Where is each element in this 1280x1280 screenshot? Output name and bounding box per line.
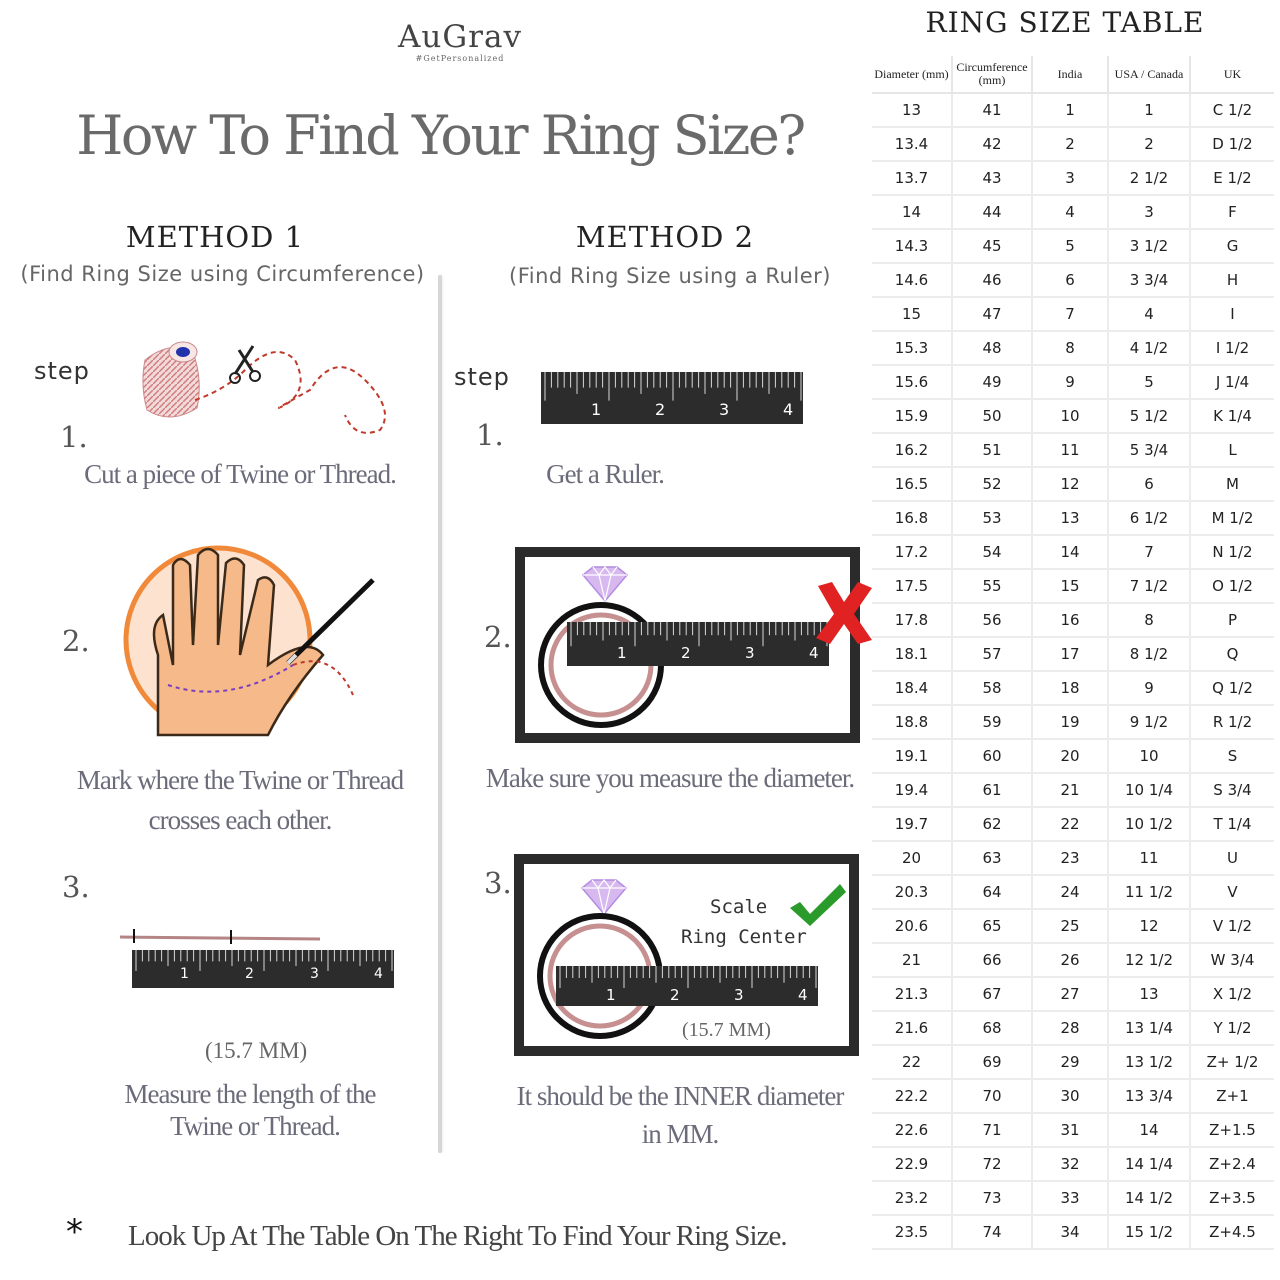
cell-circumference: 55 xyxy=(952,569,1032,603)
cell-india: 32 xyxy=(1032,1147,1108,1181)
table-row xyxy=(872,1011,1274,1045)
cell-uk: F xyxy=(1190,195,1274,229)
cell-india: 33 xyxy=(1032,1181,1108,1215)
method2-step3-text-line1: It should be the INNER diameter xyxy=(516,1081,844,1111)
cell-diameter: 22.6 xyxy=(872,1113,952,1147)
cell-usa-canada: 14 1/2 xyxy=(1108,1181,1190,1215)
cell-india: 34 xyxy=(1032,1215,1108,1249)
cell-usa-canada: 3 1/2 xyxy=(1108,229,1190,263)
cell-circumference: 64 xyxy=(952,875,1032,909)
cell-usa-canada: 14 xyxy=(1108,1113,1190,1147)
cell-uk: J 1/4 xyxy=(1190,365,1274,399)
ruler-number-4: 4 xyxy=(374,966,383,982)
cell-india: 13 xyxy=(1032,501,1108,535)
cell-circumference: 54 xyxy=(952,535,1032,569)
cell-india: 14 xyxy=(1032,535,1108,569)
method2-step2-number: 2. xyxy=(484,620,512,654)
ruler-ticks xyxy=(556,966,818,1006)
cell-usa-canada: 7 1/2 xyxy=(1108,569,1190,603)
cell-diameter: 18.8 xyxy=(872,705,952,739)
table-row xyxy=(872,807,1274,841)
method1-step3-number: 3. xyxy=(62,870,90,904)
cell-circumference: 46 xyxy=(952,263,1032,297)
cell-usa-canada: 15 1/2 xyxy=(1108,1215,1190,1249)
header-uk: UK xyxy=(1190,56,1274,93)
method1-step1-number: 1. xyxy=(60,420,88,454)
cell-usa-canada: 8 1/2 xyxy=(1108,637,1190,671)
header-circumference: Circumference (mm) xyxy=(952,56,1032,93)
header-usa-canada: USA / Canada xyxy=(1108,56,1190,93)
cell-usa-canada: 4 1/2 xyxy=(1108,331,1190,365)
cell-india: 29 xyxy=(1032,1045,1108,1079)
table-row xyxy=(872,501,1274,535)
table-row xyxy=(872,841,1274,875)
ruler-number-1: 1 xyxy=(591,400,602,419)
cell-circumference: 42 xyxy=(952,127,1032,161)
cell-usa-canada: 5 xyxy=(1108,365,1190,399)
brand-tagline: #GetPersonalized xyxy=(415,54,505,63)
method1-step2-text-line2: crosses each other. xyxy=(148,805,332,835)
thread-spool-icon xyxy=(135,330,405,440)
cell-india: 15 xyxy=(1032,569,1108,603)
method1-title: METHOD 1 xyxy=(125,220,305,254)
cell-circumference: 52 xyxy=(952,467,1032,501)
cell-usa-canada: 13 xyxy=(1108,977,1190,1011)
cell-circumference: 51 xyxy=(952,433,1032,467)
method1-measurement: (15.7 MM) xyxy=(205,1038,308,1063)
table-row xyxy=(872,1045,1274,1079)
cell-uk: W 3/4 xyxy=(1190,943,1274,977)
cell-diameter: 19.1 xyxy=(872,739,952,773)
cell-uk: Z+4.5 xyxy=(1190,1215,1274,1249)
cell-uk: H xyxy=(1190,263,1274,297)
cell-circumference: 69 xyxy=(952,1045,1032,1079)
ruler-number-3: 3 xyxy=(745,644,755,662)
cell-uk: N 1/2 xyxy=(1190,535,1274,569)
cell-usa-canada: 2 xyxy=(1108,127,1190,161)
cell-diameter: 19.4 xyxy=(872,773,952,807)
cell-diameter: 17.8 xyxy=(872,603,952,637)
table-row xyxy=(872,739,1274,773)
cell-circumference: 43 xyxy=(952,161,1032,195)
table-row xyxy=(872,671,1274,705)
cell-uk: S 3/4 xyxy=(1190,773,1274,807)
cell-usa-canada: 8 xyxy=(1108,603,1190,637)
method1-step-label: step xyxy=(34,357,90,385)
cell-diameter: 14.6 xyxy=(872,263,952,297)
ruler-number-2: 2 xyxy=(245,966,254,982)
cell-india: 3 xyxy=(1032,161,1108,195)
table-row xyxy=(872,399,1274,433)
cell-india: 19 xyxy=(1032,705,1108,739)
brand-name: AuGrav xyxy=(398,19,522,55)
table-header-row xyxy=(872,56,1274,93)
cell-india: 10 xyxy=(1032,399,1108,433)
table-row xyxy=(872,535,1274,569)
table-row xyxy=(872,1147,1274,1181)
cell-uk: G xyxy=(1190,229,1274,263)
cell-uk: Z+3.5 xyxy=(1190,1181,1274,1215)
footnote-text: Look Up At The Table On The Right To Find Your Ring Size. xyxy=(128,1220,787,1252)
method1-step3-text-line2: Twine or Thread. xyxy=(170,1111,340,1141)
cell-usa-canada: 14 1/4 xyxy=(1108,1147,1190,1181)
cell-india: 31 xyxy=(1032,1113,1108,1147)
cell-circumference: 58 xyxy=(952,671,1032,705)
cell-uk: L xyxy=(1190,433,1274,467)
hand-icon xyxy=(118,545,388,745)
cell-uk: Z+1 xyxy=(1190,1079,1274,1113)
cell-diameter: 15.3 xyxy=(872,331,952,365)
method2-subtitle: (Find Ring Size using a Ruler) xyxy=(509,264,831,288)
cell-circumference: 57 xyxy=(952,637,1032,671)
cell-uk: K 1/4 xyxy=(1190,399,1274,433)
cell-diameter: 22.2 xyxy=(872,1079,952,1113)
cell-diameter: 14 xyxy=(872,195,952,229)
cell-uk: Q xyxy=(1190,637,1274,671)
cell-usa-canada: 13 3/4 xyxy=(1108,1079,1190,1113)
table-row xyxy=(872,637,1274,671)
cell-circumference: 48 xyxy=(952,331,1032,365)
cell-usa-canada: 12 xyxy=(1108,909,1190,943)
table-row xyxy=(872,1079,1274,1113)
table-row xyxy=(872,773,1274,807)
cell-circumference: 49 xyxy=(952,365,1032,399)
cell-diameter: 15.9 xyxy=(872,399,952,433)
cell-circumference: 65 xyxy=(952,909,1032,943)
ruler-icon xyxy=(132,950,394,988)
cell-india: 30 xyxy=(1032,1079,1108,1113)
cell-usa-canada: 1 xyxy=(1108,93,1190,127)
measured-twine xyxy=(118,926,328,946)
cell-india: 17 xyxy=(1032,637,1108,671)
cell-india: 18 xyxy=(1032,671,1108,705)
cell-uk: E 1/2 xyxy=(1190,161,1274,195)
method1-step3-text-line1: Measure the length of the xyxy=(124,1079,376,1109)
cell-india: 6 xyxy=(1032,263,1108,297)
cell-uk: R 1/2 xyxy=(1190,705,1274,739)
ruler-number-2: 2 xyxy=(681,644,691,662)
cell-diameter: 20.3 xyxy=(872,875,952,909)
cell-circumference: 60 xyxy=(952,739,1032,773)
table-row xyxy=(872,603,1274,637)
method2-title: METHOD 2 xyxy=(575,220,755,254)
cell-usa-canada: 3 3/4 xyxy=(1108,263,1190,297)
cell-diameter: 17.2 xyxy=(872,535,952,569)
cell-india: 25 xyxy=(1032,909,1108,943)
cell-india: 23 xyxy=(1032,841,1108,875)
method1-step2-number: 2. xyxy=(62,624,90,658)
diameter-wrong-frame xyxy=(515,547,860,743)
table-row xyxy=(872,433,1274,467)
cell-india: 7 xyxy=(1032,297,1108,331)
cell-india: 11 xyxy=(1032,433,1108,467)
cell-india: 1 xyxy=(1032,93,1108,127)
table-title: RING SIZE TABLE xyxy=(925,6,1205,39)
wrong-x-icon xyxy=(814,580,874,646)
cell-diameter: 16.5 xyxy=(872,467,952,501)
cell-india: 22 xyxy=(1032,807,1108,841)
cell-circumference: 68 xyxy=(952,1011,1032,1045)
table-row xyxy=(872,93,1274,127)
cell-circumference: 41 xyxy=(952,93,1032,127)
cell-uk: C 1/2 xyxy=(1190,93,1274,127)
method2-step1-text: Get a Ruler. xyxy=(546,459,664,489)
cell-uk: I xyxy=(1190,297,1274,331)
ruler-ticks xyxy=(132,950,394,988)
cell-usa-canada: 9 1/2 xyxy=(1108,705,1190,739)
ruler-number-3: 3 xyxy=(719,400,730,419)
cell-usa-canada: 10 1/2 xyxy=(1108,807,1190,841)
ruler-number-3: 3 xyxy=(734,986,744,1004)
cell-uk: Z+ 1/2 xyxy=(1190,1045,1274,1079)
cell-circumference: 73 xyxy=(952,1181,1032,1215)
cell-uk: Z+2.4 xyxy=(1190,1147,1274,1181)
cell-usa-canada: 12 1/2 xyxy=(1108,943,1190,977)
cell-uk: X 1/2 xyxy=(1190,977,1274,1011)
table-row xyxy=(872,365,1274,399)
cell-india: 27 xyxy=(1032,977,1108,1011)
table-row xyxy=(872,1215,1274,1249)
ruler-ticks xyxy=(567,622,829,666)
table-body xyxy=(872,93,1274,1249)
table-row xyxy=(872,705,1274,739)
cell-usa-canada: 2 1/2 xyxy=(1108,161,1190,195)
method1-step1-text: Cut a piece of Twine or Thread. xyxy=(84,459,396,489)
cell-india: 24 xyxy=(1032,875,1108,909)
ruler-number-4: 4 xyxy=(783,400,794,419)
ruler-number-1: 1 xyxy=(180,966,189,982)
cell-usa-canada: 5 3/4 xyxy=(1108,433,1190,467)
ring-center-label: Ring Center xyxy=(681,926,807,948)
ruler-number-4: 4 xyxy=(809,644,819,662)
cell-circumference: 53 xyxy=(952,501,1032,535)
ruler-icon xyxy=(567,622,829,666)
cell-usa-canada: 11 1/2 xyxy=(1108,875,1190,909)
cell-usa-canada: 3 xyxy=(1108,195,1190,229)
cell-india: 12 xyxy=(1032,467,1108,501)
table-row xyxy=(872,875,1274,909)
cell-circumference: 56 xyxy=(952,603,1032,637)
cell-circumference: 74 xyxy=(952,1215,1032,1249)
cell-diameter: 19.7 xyxy=(872,807,952,841)
table-row xyxy=(872,195,1274,229)
ruler-icon xyxy=(556,966,818,1006)
table-row xyxy=(872,909,1274,943)
cell-circumference: 44 xyxy=(952,195,1032,229)
method2-step1-number: 1. xyxy=(476,418,504,452)
cell-uk: V xyxy=(1190,875,1274,909)
cell-diameter: 14.3 xyxy=(872,229,952,263)
cell-uk: D 1/2 xyxy=(1190,127,1274,161)
table-row xyxy=(872,467,1274,501)
cell-diameter: 15.6 xyxy=(872,365,952,399)
cell-diameter: 16.2 xyxy=(872,433,952,467)
cell-diameter: 15 xyxy=(872,297,952,331)
cell-usa-canada: 5 1/2 xyxy=(1108,399,1190,433)
table-row xyxy=(872,263,1274,297)
cell-uk: U xyxy=(1190,841,1274,875)
method2-step-label: step xyxy=(454,363,510,391)
cell-circumference: 72 xyxy=(952,1147,1032,1181)
cell-diameter: 23.5 xyxy=(872,1215,952,1249)
cell-diameter: 23.2 xyxy=(872,1181,952,1215)
header-diameter: Diameter (mm) xyxy=(872,56,952,93)
cell-diameter: 13 xyxy=(872,93,952,127)
cell-circumference: 70 xyxy=(952,1079,1032,1113)
checkmark-icon xyxy=(788,882,848,928)
table-row xyxy=(872,229,1274,263)
ruler-number-3: 3 xyxy=(310,966,319,982)
ruler-number-2: 2 xyxy=(655,400,666,419)
cell-india: 20 xyxy=(1032,739,1108,773)
cell-uk: I 1/2 xyxy=(1190,331,1274,365)
method1-step2-text-line1: Mark where the Twine or Thread xyxy=(76,765,404,795)
cell-circumference: 61 xyxy=(952,773,1032,807)
cell-circumference: 62 xyxy=(952,807,1032,841)
cell-uk: T 1/4 xyxy=(1190,807,1274,841)
cell-usa-canada: 13 1/2 xyxy=(1108,1045,1190,1079)
cell-diameter: 16.8 xyxy=(872,501,952,535)
table-row xyxy=(872,943,1274,977)
cell-usa-canada: 10 1/4 xyxy=(1108,773,1190,807)
cell-usa-canada: 6 xyxy=(1108,467,1190,501)
cell-circumference: 47 xyxy=(952,297,1032,331)
header-india: India xyxy=(1032,56,1108,93)
cell-uk: Y 1/2 xyxy=(1190,1011,1274,1045)
cell-uk: M xyxy=(1190,467,1274,501)
cell-circumference: 45 xyxy=(952,229,1032,263)
cell-uk: V 1/2 xyxy=(1190,909,1274,943)
cell-circumference: 67 xyxy=(952,977,1032,1011)
footnote-asterisk: * xyxy=(66,1212,83,1252)
cell-india: 28 xyxy=(1032,1011,1108,1045)
table-row xyxy=(872,1113,1274,1147)
method2-step2-text: Make sure you measure the diameter. xyxy=(485,763,855,793)
cell-uk: O 1/2 xyxy=(1190,569,1274,603)
ruler-number-4: 4 xyxy=(798,986,808,1004)
cell-usa-canada: 6 1/2 xyxy=(1108,501,1190,535)
ruler-ticks xyxy=(541,372,803,424)
cell-uk: M 1/2 xyxy=(1190,501,1274,535)
cell-india: 9 xyxy=(1032,365,1108,399)
cell-diameter: 21 xyxy=(872,943,952,977)
cell-circumference: 71 xyxy=(952,1113,1032,1147)
cell-usa-canada: 11 xyxy=(1108,841,1190,875)
method2-measurement: (15.7 MM) xyxy=(682,1019,771,1041)
cell-circumference: 66 xyxy=(952,943,1032,977)
cell-diameter: 18.1 xyxy=(872,637,952,671)
brand-logo xyxy=(340,19,580,63)
cell-diameter: 18.4 xyxy=(872,671,952,705)
cell-india: 2 xyxy=(1032,127,1108,161)
cell-diameter: 13.4 xyxy=(872,127,952,161)
cell-india: 4 xyxy=(1032,195,1108,229)
cell-diameter: 20.6 xyxy=(872,909,952,943)
cell-usa-canada: 4 xyxy=(1108,297,1190,331)
cell-diameter: 13.7 xyxy=(872,161,952,195)
cell-circumference: 50 xyxy=(952,399,1032,433)
cell-india: 26 xyxy=(1032,943,1108,977)
cell-circumference: 63 xyxy=(952,841,1032,875)
cell-uk: Z+1.5 xyxy=(1190,1113,1274,1147)
cell-india: 21 xyxy=(1032,773,1108,807)
table-row xyxy=(872,569,1274,603)
cell-india: 8 xyxy=(1032,331,1108,365)
method1-subtitle: (Find Ring Size using Circumference) xyxy=(20,262,425,286)
ring-size-table xyxy=(872,56,1274,1250)
method2-step3-number: 3. xyxy=(484,866,512,900)
table-row xyxy=(872,127,1274,161)
column-divider xyxy=(438,275,442,1153)
table-row xyxy=(872,977,1274,1011)
method2-step3-text-line2: in MM. xyxy=(641,1119,719,1149)
table-row xyxy=(872,331,1274,365)
ruler-icon xyxy=(541,372,803,424)
ruler-number-1: 1 xyxy=(606,986,616,1004)
cell-india: 5 xyxy=(1032,229,1108,263)
cell-diameter: 20 xyxy=(872,841,952,875)
cell-diameter: 22 xyxy=(872,1045,952,1079)
table-row xyxy=(872,297,1274,331)
cell-circumference: 59 xyxy=(952,705,1032,739)
cell-uk: P xyxy=(1190,603,1274,637)
table-row xyxy=(872,1181,1274,1215)
ruler-number-1: 1 xyxy=(617,644,627,662)
cell-india: 16 xyxy=(1032,603,1108,637)
cell-uk: S xyxy=(1190,739,1274,773)
page-title: How To Find Your Ring Size? xyxy=(76,104,804,167)
cell-usa-canada: 9 xyxy=(1108,671,1190,705)
cell-usa-canada: 10 xyxy=(1108,739,1190,773)
table-row xyxy=(872,161,1274,195)
cell-usa-canada: 13 1/4 xyxy=(1108,1011,1190,1045)
ruler-number-2: 2 xyxy=(670,986,680,1004)
cell-diameter: 22.9 xyxy=(872,1147,952,1181)
cell-diameter: 21.3 xyxy=(872,977,952,1011)
scale-label: Scale xyxy=(710,896,768,918)
cell-diameter: 17.5 xyxy=(872,569,952,603)
cell-diameter: 21.6 xyxy=(872,1011,952,1045)
cell-uk: Q 1/2 xyxy=(1190,671,1274,705)
cell-usa-canada: 7 xyxy=(1108,535,1190,569)
